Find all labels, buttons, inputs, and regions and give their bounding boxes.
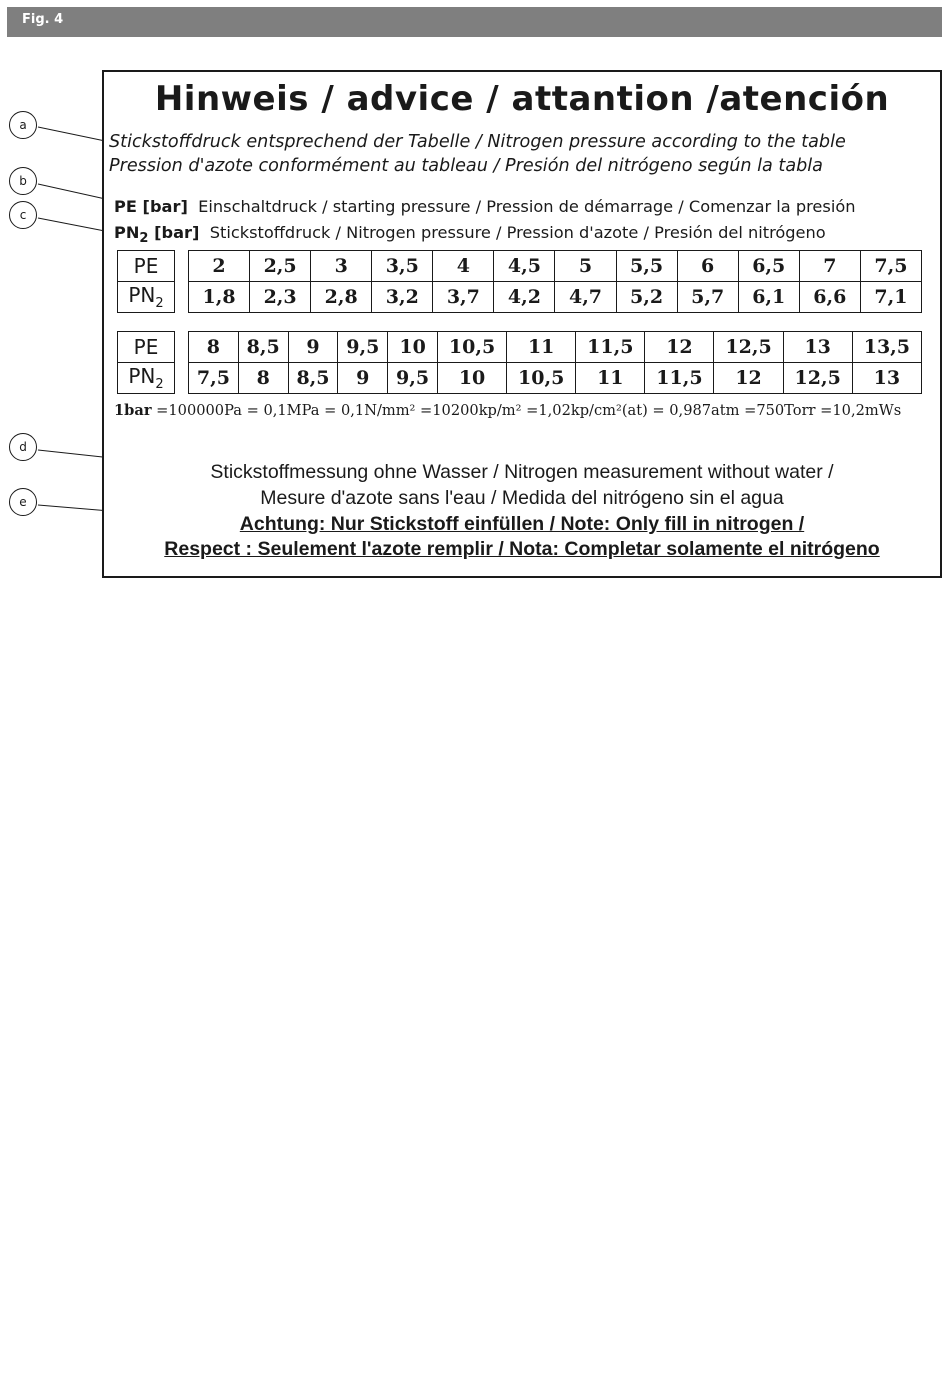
table2-pn2-cell: 10 — [437, 363, 506, 394]
table1-pn2-cell: 2,3 — [250, 282, 311, 313]
table1-row-labels — [117, 250, 175, 313]
table2-pn2-cell: 9 — [338, 363, 388, 394]
unit-conversion-key: 1bar — [114, 402, 152, 419]
table2-pn2-cell: 12,5 — [783, 363, 852, 394]
legend-line-pe — [114, 197, 856, 216]
table1-pe-cell: 7,5 — [860, 251, 921, 282]
table1-pe-cell: 5 — [555, 251, 616, 282]
table1-pn2-cell: 7,1 — [860, 282, 921, 313]
table2-pe-cell: 10 — [388, 332, 438, 363]
measurement-note-line-1: Stickstoffmessung ohne Wasser / Nitrogen measurement without water / — [210, 461, 834, 483]
table2-row-labels — [117, 331, 175, 394]
legend-line-pn2 — [114, 223, 826, 246]
table1-pn2-row — [189, 282, 922, 313]
leader-line-c — [38, 218, 110, 232]
table2-pn2-cell: 11,5 — [645, 363, 714, 394]
instruction-line-a2: Pression d'azote conformément au tableau / Presión del nitrógeno según la tabla — [109, 156, 823, 176]
table1-pn2-cell: 5,2 — [616, 282, 677, 313]
table1-pe-cell: 4 — [433, 251, 494, 282]
figure-label: Fig. 4 — [22, 12, 64, 27]
table1-label-pe: PE — [118, 251, 175, 282]
table2-label-pe: PE — [118, 332, 175, 363]
leader-line-b — [38, 184, 110, 200]
table1-pe-cell: 2,5 — [250, 251, 311, 282]
table1-pn2-cell: 2,8 — [311, 282, 372, 313]
nitrogen-pressure-sign — [102, 70, 942, 578]
unit-conversion-values: =100000Pa = 0,1MPa = 0,1N/mm² =10200kp/m² =1,02kp/cm²(at) = 0,987atm =750Torr =10,2mWs — [151, 402, 902, 419]
table1-pn2-cell: 4,7 — [555, 282, 616, 313]
pe-description: Einschaltdruck / starting pressure / Pression de démarrage / Comenzar la presión — [198, 197, 856, 216]
pn2-description: Stickstoffdruck / Nitrogen pressure / Pression d'azote / Presión del nitrógeno — [209, 223, 826, 242]
table1-pe-cell: 4,5 — [494, 251, 555, 282]
unit-conversion-line — [114, 402, 901, 419]
table1-pe-cell: 3,5 — [372, 251, 433, 282]
table2-pn2-cell: 9,5 — [388, 363, 438, 394]
callout-c: c — [9, 201, 37, 229]
callout-b: b — [9, 167, 37, 195]
table1-pn2-cell: 6,1 — [738, 282, 799, 313]
table2-pe-cell: 12 — [645, 332, 714, 363]
table1-pn2-cell: 4,2 — [494, 282, 555, 313]
table2-pn2-cell: 13 — [852, 363, 921, 394]
table2-pe-cell: 8 — [189, 332, 239, 363]
table2-pn2-cell: 12 — [714, 363, 783, 394]
pressure-table-2 — [188, 331, 922, 394]
table1-pn2-cell: 5,7 — [677, 282, 738, 313]
callout-e: e — [9, 488, 37, 516]
table2-pe-cell: 11,5 — [576, 332, 645, 363]
pn2-unit-key: $PN_2$ [bar] — [114, 223, 200, 247]
callout-d: d — [9, 433, 37, 461]
table2-pe-row — [189, 332, 922, 363]
table2-pn2-cell: 8,5 — [288, 363, 338, 394]
table1-label-pn2: $PN_2$ — [118, 282, 175, 313]
table2-pe-cell: 13 — [783, 332, 852, 363]
table1-pn2-cell: 3,7 — [433, 282, 494, 313]
table1-pe-cell: 7 — [799, 251, 860, 282]
table2-pe-cell: 9 — [288, 332, 338, 363]
table1-pn2-cell: 1,8 — [189, 282, 250, 313]
table1-pn2-cell: 6,6 — [799, 282, 860, 313]
table2-pe-cell: 10,5 — [437, 332, 506, 363]
table2-pe-cell: 8,5 — [238, 332, 288, 363]
table2-pn2-cell: 7,5 — [189, 363, 239, 394]
table1-pe-row — [189, 251, 922, 282]
sign-title: Hinweis / advice / attantion /atención — [154, 79, 890, 119]
table2-label-pn2: $PN_2$ — [118, 363, 175, 394]
table2-pe-cell: 11 — [507, 332, 576, 363]
table1-pn2-cell: 3,2 — [372, 282, 433, 313]
table1-pe-cell: 2 — [189, 251, 250, 282]
table2-pn2-cell: 11 — [576, 363, 645, 394]
measurement-note-line-2: Mesure d'azote sans l'eau / Medida del nitrógeno sin el agua — [260, 487, 784, 509]
callout-a: a — [9, 111, 37, 139]
table1-pe-cell: 6,5 — [738, 251, 799, 282]
table2-pe-cell: 12,5 — [714, 332, 783, 363]
table2-pn2-cell: 10,5 — [507, 363, 576, 394]
instruction-line-a1: Stickstoffdruck entsprechend der Tabelle / Nitrogen pressure according to the table — [109, 132, 846, 152]
warning-line-1: Achtung: Nur Stickstoff einfüllen / Note: Only fill in nitrogen / — [239, 513, 805, 535]
warning-line-2: Respect : Seulement l'azote remplir / Nota: Completar solamente el nitrógeno — [164, 538, 880, 560]
pressure-table-1 — [188, 250, 922, 313]
pe-unit-key: PE [bar] — [114, 197, 188, 216]
table2-pn2-cell: 8 — [238, 363, 288, 394]
table1-pe-cell: 6 — [677, 251, 738, 282]
table2-pe-cell: 9,5 — [338, 332, 388, 363]
table2-pn2-row — [189, 363, 922, 394]
table1-pe-cell: 3 — [311, 251, 372, 282]
table1-pe-cell: 5,5 — [616, 251, 677, 282]
table2-pe-cell: 13,5 — [852, 332, 921, 363]
leader-line-a — [38, 127, 110, 142]
